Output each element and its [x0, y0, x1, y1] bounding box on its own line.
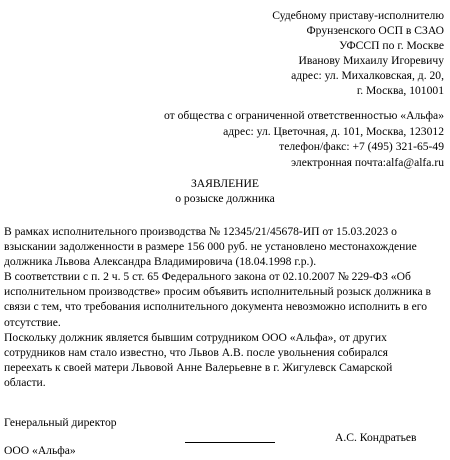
- recipient-line: Фрунзенского ОСП в СЗАО: [306, 24, 444, 37]
- signer-name: А.С. Кондратьев: [335, 431, 417, 444]
- body-line: В рамках исполнительного производства № 12345/21/45678-ИП от 15.03.2023 о: [4, 225, 397, 238]
- body-line: взыскании задолженности в размере 156 000 руб. не установлено местонахождение: [4, 240, 417, 254]
- recipient-line: г. Москва, 101001: [356, 84, 444, 97]
- signer-organization: ООО «Альфа»: [4, 444, 76, 457]
- body-line: В соответствии с п. 2 ч. 5 ст. 65 Федерального закона от 02.10.2007 № 229-ФЗ «Об: [4, 270, 411, 284]
- title-heading: ЗАЯВЛЕНИЕ: [191, 177, 259, 190]
- sender-line: адрес: ул. Цветочная, д. 101, Москва, 123012: [223, 124, 444, 138]
- recipient-line: Иванову Михаилу Игоревичу: [298, 54, 444, 67]
- document-body: [4, 224, 444, 390]
- document-title: [0, 176, 450, 206]
- signer-position: Генеральный директор: [4, 416, 117, 429]
- body-line: исполнительном производстве» просим объявить исполнительный розыск должника в: [4, 285, 431, 299]
- body-line: переехать к своей матери Львовой Анне Валерьевне в г. Жигулевск Самарской: [4, 360, 393, 374]
- body-line: Поскольку должник является бывшим сотрудником ООО «Альфа», от других: [4, 330, 387, 344]
- recipient-line: УФССП по г. Москве: [339, 39, 444, 52]
- title-subheading: о розыске должника: [175, 192, 275, 205]
- sender-line: телефон/факс: +7 (495) 321-65-49: [279, 140, 444, 153]
- body-paragraph: [4, 224, 444, 269]
- recipient-block: [272, 8, 444, 98]
- sender-line: электронная почта:alfa@alfa.ru: [291, 155, 444, 169]
- body-paragraph: [4, 330, 444, 390]
- recipient-line: Судебному приставу-исполнителю: [272, 9, 444, 22]
- body-line: должника Львова Александра Владимировича (18.04.1998 г.р.).: [4, 255, 317, 269]
- sender-line: от общества с ограниченной ответственностью «Альфа»: [164, 109, 444, 122]
- body-line: сотрудников нам стало известно, что Львов А.В. после увольнения собирался: [4, 345, 389, 359]
- body-paragraph: [4, 269, 444, 329]
- recipient-line: адрес: ул. Михалковская, д. 20,: [291, 69, 444, 82]
- body-line: связи с тем, что требования исполнительного документа невозможно исполнить в его: [4, 300, 427, 314]
- signature-line: [185, 442, 275, 443]
- body-line: области.: [4, 375, 46, 389]
- sender-block: [164, 108, 444, 170]
- body-line: отсутствие.: [4, 315, 61, 329]
